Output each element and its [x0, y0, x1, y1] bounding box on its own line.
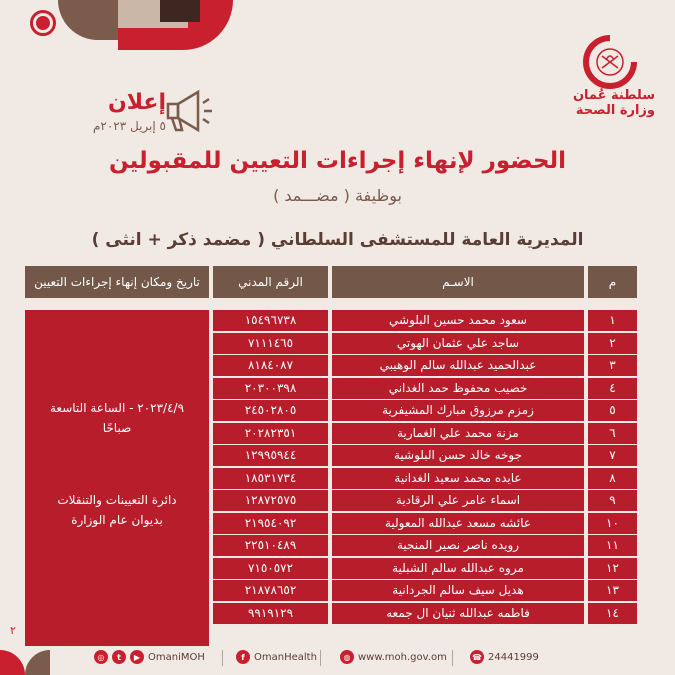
appointment-location: دائرة التعيينات والتنقلات بديوان عام الوزارة: [57, 493, 177, 527]
civil-id-column: [213, 310, 328, 625]
row-num: ١٢: [588, 558, 637, 579]
phone-icon[interactable]: ☎: [470, 650, 484, 664]
row-civil-id: ٢٤٥٠٢٨٠٥: [213, 400, 328, 421]
row-name: خصيب محفوظ حمد الغداني: [332, 378, 584, 399]
row-civil-id: ٢٢٥١٠٤٨٩: [213, 535, 328, 556]
decorative-shape-brown: [58, 0, 118, 40]
row-num: ١٤: [588, 603, 637, 624]
social-handle[interactable]: OmaniMOH: [148, 651, 205, 663]
row-num: ١: [588, 310, 637, 331]
decorative-dot: [36, 16, 50, 30]
when-where-cell: [25, 310, 209, 646]
footer-divider: [320, 650, 321, 666]
row-num: ١٠: [588, 513, 637, 534]
megaphone-icon: [160, 86, 216, 136]
row-num: ٤: [588, 378, 637, 399]
row-name: مزنة محمد علي الغمارية: [332, 423, 584, 444]
twitter-icon[interactable]: t: [112, 650, 126, 664]
org-line-2: وزارة الصحة: [575, 103, 655, 118]
facebook-link[interactable]: [236, 650, 317, 664]
header-civil-id: الرقم المدني: [213, 266, 328, 298]
row-name: هديل سيف سالم الجردانية: [332, 580, 584, 601]
social-links: [94, 650, 205, 664]
facebook-icon[interactable]: f: [236, 650, 250, 664]
row-name: فاطمه عبدالله ثنيان ال جمعه: [332, 603, 584, 624]
row-num: ٩: [588, 490, 637, 511]
header-name: الاسـم: [332, 266, 584, 298]
row-name: مروه عبدالله سالم الشبلية: [332, 558, 584, 579]
footer-divider: [222, 650, 223, 666]
row-name: سعود محمد حسين البلوشي: [332, 310, 584, 331]
youtube-icon[interactable]: ▶: [130, 650, 144, 664]
announcement-date: ٥ إبريل ٢٠٢٣م: [92, 119, 166, 133]
row-civil-id: ١٢٩٩٥٩٤٤: [213, 445, 328, 466]
globe-icon[interactable]: ◍: [340, 650, 354, 664]
instagram-icon[interactable]: ◎: [94, 650, 108, 664]
row-name: اسماء عامر علي الرقادية: [332, 490, 584, 511]
row-num: ٣: [588, 355, 637, 376]
announcement-block: [66, 90, 166, 133]
row-civil-id: ٢١٨٧٨٦٥٢: [213, 580, 328, 601]
row-name: رويده ناصر نصير المنجية: [332, 535, 584, 556]
row-num: ٨: [588, 468, 637, 489]
phone-number[interactable]: 24441999: [488, 651, 539, 663]
ministry-logo-icon: [580, 32, 640, 92]
row-num: ٥: [588, 400, 637, 421]
num-column: [588, 310, 637, 625]
row-name: جوخه خالد حسن البلوشية: [332, 445, 584, 466]
org-line-1: سلطنة عُمان: [572, 88, 655, 103]
row-num: ١٣: [588, 580, 637, 601]
announcement-title: إعلان: [107, 90, 166, 115]
row-civil-id: ١٨٥٣١٧٣٤: [213, 468, 328, 489]
ministry-name: [573, 88, 655, 118]
section-title: المديرية العامة للمستشفى السلطاني ( مضمد ذكر + انثى ): [91, 230, 584, 250]
row-civil-id: ٢٠٣٠٠٣٩٨: [213, 378, 328, 399]
footer-divider: [452, 650, 453, 666]
row-civil-id: ١٥٤٩٦٧٣٨: [213, 310, 328, 331]
footer: [0, 646, 675, 672]
row-civil-id: ٩٩١٩١٢٩: [213, 603, 328, 624]
header-when-where: تاريخ ومكان إنهاء إجراءات التعيين: [25, 266, 209, 298]
row-civil-id: ٧١١١٤٦٥: [213, 333, 328, 354]
row-num: ١١: [588, 535, 637, 556]
website-url[interactable]: www.moh.gov.om: [358, 651, 447, 663]
header-num: م: [588, 266, 637, 298]
row-civil-id: ٢١٩٥٤٠٩٢: [213, 513, 328, 534]
appointment-datetime: ٢٠٢٣/٤/٩ - الساعة التاسعة صباحًا: [49, 401, 185, 435]
facebook-handle[interactable]: OmanHealth: [254, 651, 317, 663]
name-column: [332, 310, 584, 625]
page-number: ٢: [10, 624, 16, 637]
row-num: ٢: [588, 333, 637, 354]
row-name: ساجد علي عثمان الهوتي: [332, 333, 584, 354]
row-name: عايده محمد سعيد الغدانية: [332, 468, 584, 489]
row-num: ٧: [588, 445, 637, 466]
job-title: بوظيفة ( مضـــمد ): [273, 186, 402, 205]
row-num: ٦: [588, 423, 637, 444]
row-civil-id: ٨١٨٤٠٨٧: [213, 355, 328, 376]
row-name: عائشه مسعد عبدالله المعولية: [332, 513, 584, 534]
decorative-shape-dark: [160, 0, 200, 22]
row-civil-id: ١٢٨٧٢٥٧٥: [213, 490, 328, 511]
row-name: عبدالحميد عبدالله سالم الوهيبي: [332, 355, 584, 376]
row-civil-id: ٢٠٢٨٢٣٥١: [213, 423, 328, 444]
row-civil-id: ٧١٥٠٥٧٢: [213, 558, 328, 579]
page-title: الحضور لإنهاء إجراءات التعيين للمقبولين: [108, 148, 567, 174]
phone-link[interactable]: [470, 650, 539, 664]
website-link[interactable]: [340, 650, 447, 664]
row-name: زمزم مرزوق مبارك المشيفرية: [332, 400, 584, 421]
